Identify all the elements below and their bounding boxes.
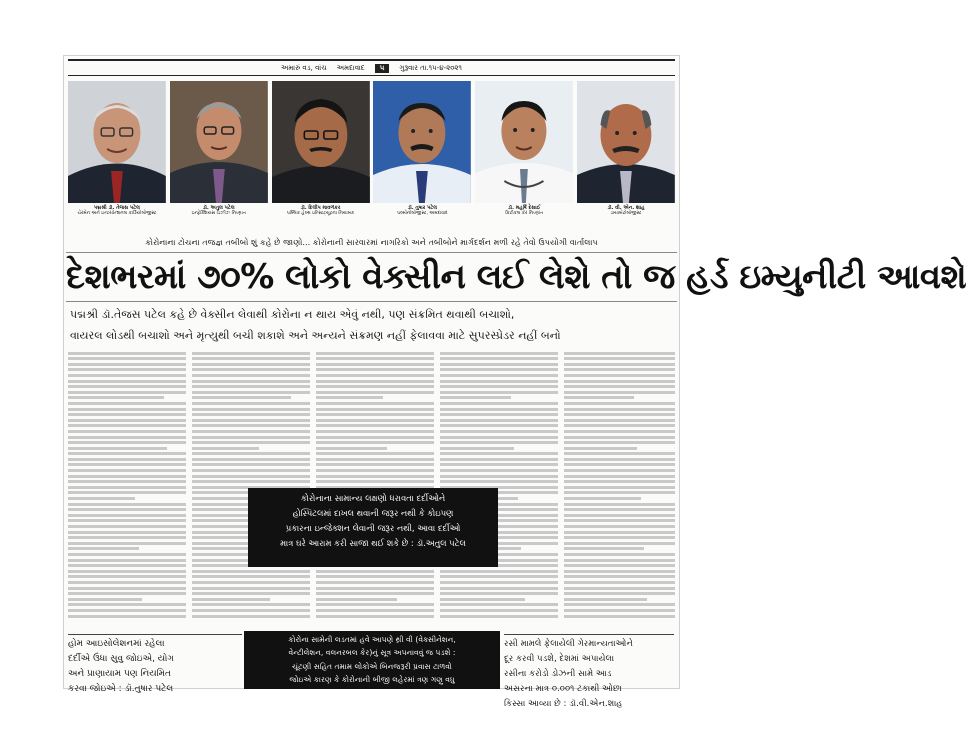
portrait-6 — [577, 81, 675, 233]
text-line — [440, 480, 558, 483]
text-line — [192, 363, 310, 366]
text-line — [564, 413, 675, 416]
text-line — [68, 514, 186, 517]
portrait-photo — [68, 81, 166, 203]
text-line — [564, 536, 675, 539]
text-line — [316, 419, 434, 422]
text-line — [564, 603, 675, 606]
text-line — [68, 385, 186, 388]
portrait-caption: ડૉ. મહર્ષિ દેસાઈ ક્રિટીકલ કેર નિષ્ણાંત — [505, 205, 544, 216]
text-line — [192, 419, 310, 422]
deck-line-1: પદ્મશ્રી ડૉ.તેજસ પટેલ કહે છે વેક્સીન લેવાથી કોરોના ન થાય એવું નથી, પણ સંક્રમિત થવાથી બચાશો, — [70, 308, 515, 321]
masthead — [68, 59, 675, 76]
text-line — [192, 424, 310, 427]
text-line — [564, 396, 634, 399]
text-line — [564, 363, 675, 366]
text-line — [316, 368, 434, 371]
text-line — [564, 553, 675, 556]
text-line — [192, 469, 310, 472]
portrait-5 — [475, 81, 573, 233]
text-line — [316, 424, 434, 427]
text-line — [564, 486, 675, 489]
text-line — [316, 374, 434, 377]
text-line — [316, 587, 434, 590]
text-line — [192, 475, 310, 478]
text-line — [316, 592, 434, 595]
text-line — [316, 615, 434, 618]
text-line — [68, 575, 186, 578]
text-line — [192, 368, 310, 371]
text-line — [192, 374, 310, 377]
text-line — [316, 452, 434, 455]
text-line — [564, 581, 675, 584]
text-line — [564, 385, 675, 388]
text-line — [564, 408, 675, 411]
text-line — [564, 374, 675, 377]
text-line — [564, 436, 675, 439]
text-line — [564, 475, 675, 478]
text-line — [564, 452, 675, 455]
text-line — [564, 469, 675, 472]
portrait-strip — [68, 81, 675, 233]
text-line — [68, 603, 186, 606]
text-line — [440, 419, 558, 422]
text-line — [440, 368, 558, 371]
text-line — [192, 380, 310, 383]
text-line — [440, 475, 558, 478]
text-line — [564, 575, 675, 578]
text-line — [68, 508, 186, 511]
text-line — [192, 357, 310, 360]
text-line — [440, 402, 558, 405]
text-line — [316, 570, 434, 573]
deck-line-2: વાયરલ લોડથી બચાશો અને મૃત્યુથી બચી શકાશે અને અન્યને સંક્રમણ નહીં ફેલાવવા માટે સુપરસ્પ્રેડર નહીં બનો — [70, 329, 561, 342]
text-line — [316, 363, 434, 366]
text-line — [316, 413, 434, 416]
text-line — [192, 441, 310, 444]
text-line — [564, 380, 675, 383]
text-line — [440, 598, 525, 601]
text-line — [68, 363, 186, 366]
text-line — [440, 430, 558, 433]
text-line — [68, 564, 186, 567]
text-line — [440, 436, 558, 439]
text-line — [564, 519, 675, 522]
text-line — [564, 424, 675, 427]
text-line — [316, 603, 434, 606]
text-line — [192, 385, 310, 388]
portrait-photo — [272, 81, 370, 203]
newspaper-page — [63, 55, 966, 709]
text-line — [440, 587, 558, 590]
text-line — [440, 380, 558, 383]
text-line — [68, 441, 186, 444]
portrait-caption: ડૉ. તુષાર પટેલ પલ્મોનોલોજીસ્ટ, અમદાવાદ — [397, 205, 448, 216]
text-line — [192, 436, 310, 439]
text-line — [68, 547, 139, 550]
text-line — [564, 508, 675, 511]
text-line — [440, 469, 558, 472]
text-line — [192, 402, 310, 405]
text-line — [68, 503, 186, 506]
deck — [70, 304, 673, 346]
text-line — [192, 587, 310, 590]
text-line — [564, 514, 675, 517]
text-line — [316, 581, 434, 584]
text-line — [316, 385, 434, 388]
text-line — [440, 615, 558, 618]
text-line — [440, 391, 558, 394]
text-line — [68, 408, 186, 411]
portrait-photo — [475, 81, 573, 203]
text-line — [564, 615, 675, 618]
text-line — [192, 408, 310, 411]
text-line — [192, 609, 310, 612]
text-line — [316, 391, 434, 394]
text-line — [68, 525, 186, 528]
text-line — [440, 413, 558, 416]
text-line — [68, 531, 186, 534]
text-line — [440, 452, 558, 455]
text-line — [316, 575, 434, 578]
masthead-left: અમારું વડ, વાંચ — [281, 63, 327, 72]
text-line — [68, 581, 186, 584]
text-line — [192, 575, 310, 578]
text-line — [316, 447, 387, 450]
portrait-photo — [577, 81, 675, 203]
text-line — [564, 447, 637, 450]
text-line — [564, 391, 675, 394]
article-column-5 — [564, 349, 675, 627]
text-line — [192, 452, 310, 455]
text-line — [440, 441, 558, 444]
portrait-3 — [272, 81, 370, 233]
text-line — [564, 531, 675, 534]
text-line — [192, 598, 270, 601]
text-line — [68, 368, 186, 371]
text-line — [192, 463, 310, 466]
text-line — [564, 570, 675, 573]
text-line — [192, 352, 310, 355]
text-line — [68, 380, 186, 383]
text-line — [316, 480, 434, 483]
text-line — [564, 503, 675, 506]
portrait-caption: ડૉ. અતુલ પટેલ ઇન્ફેક્શિયસ ડિઝીઝ નિષ્ણાત — [191, 205, 246, 216]
portrait-caption: ડૉ. દિલીપ માવળંકર પબ્લિક હેલ્થ ઇન્સ્ટિટ્યૂટના નિયામક — [286, 205, 355, 216]
text-line — [68, 598, 142, 601]
text-line — [68, 458, 186, 461]
text-line — [68, 542, 186, 545]
text-line — [68, 536, 186, 539]
text-line — [192, 570, 310, 573]
text-line — [68, 357, 186, 360]
text-line — [192, 447, 259, 450]
portrait-4 — [373, 81, 471, 233]
text-line — [564, 609, 675, 612]
text-line — [192, 592, 310, 595]
text-line — [564, 497, 641, 500]
pullquote-tushar-patel: હોમ આઇસોલેશનમાં રહેલા દર્દીએ ઉંધા સુવુ જોઇએ, યોગ અને પ્રાણાયામ પણ નિયમિત કરવા જોઇએ : ડૉ.તુષાર પટેલ — [68, 634, 242, 687]
text-line — [440, 575, 558, 578]
text-line — [68, 424, 186, 427]
text-line — [192, 603, 310, 606]
text-line — [316, 463, 434, 466]
article-column-1 — [68, 349, 186, 627]
text-line — [316, 441, 434, 444]
text-line — [564, 402, 675, 405]
pullquote-dilip-mavalankar: કોરોના સામેની લડતમાં હવે આપણે થ્રી વી (વેક્સીનેશન, વેન્ટીલેશન, વલનરબલ કેર)નું સૂત્ર અપનાવવું જ પડશે : ચૂંટણી સહિત તમામ લોકોએ બિનજરૂરી પ્રવાસ ટાળવો જોઇએ કારણ કે કોરોનાની બીજી લહેરમાં ત્રણ ગણુ વધુ ઝડપે સંક્રમણ ફેલાય રહ્યું છે : ડૉ.દિલીપ માવળંકર — [244, 631, 500, 689]
text-line — [440, 609, 558, 612]
text-line — [68, 374, 186, 377]
text-line — [68, 391, 186, 394]
text-line — [192, 615, 310, 618]
text-line — [68, 469, 186, 472]
text-line — [68, 570, 186, 573]
text-line — [440, 458, 558, 461]
text-line — [68, 553, 186, 556]
text-line — [440, 592, 558, 595]
text-line — [316, 408, 434, 411]
text-line — [68, 436, 186, 439]
text-line — [564, 458, 675, 461]
text-line — [68, 615, 186, 618]
text-line — [316, 357, 434, 360]
callout-box-atul-patel: કોરોનાના સામાન્ય લક્ષણો ધરાવતા દર્દીઓને હોસ્પિટલમાં દાખલ થવાની જરૂર નથી કે કોઇપણ પ્રકારના ઇન્જેક્શન લેવાની જરૂર નથી, આવા દર્દીઓ માત્ર ઘરે આરામ કરી સાજા થઈ શકે છે : ડૉ.અતુલ પટેલ — [248, 488, 498, 567]
text-line — [564, 430, 675, 433]
portrait-photo — [170, 81, 268, 203]
text-line — [564, 352, 675, 355]
text-line — [192, 391, 310, 394]
text-line — [316, 402, 434, 405]
text-line — [192, 430, 310, 433]
pullquote-vn-shah: રસી મામલે ફેલાયેલી ગેરમાન્યતાઓને દૂર કરવી પડશે, દેશમાં અપાયેલા રસીના કરોડો ડોઝની સામે આડ અસરના માત્ર ૦.૦૦૧ ટકાથી ઓછા કિસ્સા આવ્યા છે : ડૉ.વી.એન.શાહ — [504, 634, 674, 687]
kicker-line: કોરોનાના ટોચના તજજ્ઞ તબીબો શું કહે છે જાણો... કોરોનાની સારવારમાં નાગરિકો અને તબીબોને માર્ગદર્શન મળી રહે તેવો ઉપયોગી વાર્તાલાપ — [145, 237, 598, 247]
masthead-edition: અમદાવાદ — [336, 63, 365, 72]
text-line — [68, 419, 186, 422]
text-line — [192, 458, 310, 461]
portrait-2 — [170, 81, 268, 233]
text-line — [440, 352, 558, 355]
text-line — [440, 408, 558, 411]
text-line — [316, 609, 434, 612]
text-line — [68, 559, 186, 562]
headline: દેશભરમાં ૭૦% લોકો વેક્સીન લઈ લેશે તો જ હર્ડ ઇમ્યુનીટી આવશે — [66, 252, 677, 302]
text-line — [564, 542, 675, 545]
text-line — [192, 581, 310, 584]
text-line — [316, 430, 434, 433]
text-line — [68, 480, 186, 483]
text-line — [68, 447, 167, 450]
text-line — [316, 475, 434, 478]
text-line — [68, 486, 186, 489]
text-line — [68, 587, 186, 590]
text-line — [564, 592, 675, 595]
text-line — [440, 396, 511, 399]
text-line — [68, 475, 186, 478]
text-line — [68, 413, 186, 416]
text-line — [440, 463, 558, 466]
text-line — [316, 469, 434, 472]
text-line — [316, 352, 434, 355]
text-line — [68, 402, 186, 405]
text-line — [564, 419, 675, 422]
text-line — [68, 396, 164, 399]
text-line — [564, 357, 675, 360]
text-line — [564, 368, 675, 371]
text-line — [68, 609, 186, 612]
portrait-1 — [68, 81, 166, 233]
text-line — [192, 396, 291, 399]
text-line — [440, 374, 558, 377]
text-line — [564, 547, 644, 550]
text-line — [316, 458, 434, 461]
text-line — [316, 436, 434, 439]
text-line — [68, 592, 186, 595]
page-number: ૫ — [375, 64, 390, 73]
text-line — [440, 570, 558, 573]
portrait-caption: પદ્મશ્રી ડૉ. તેજસ પટેલ ચેરમેન અને ઇન્ટરવેન્શનલ કાર્ડિયોલોજીસ્ટ — [77, 205, 157, 216]
text-line — [564, 491, 675, 494]
text-line — [440, 447, 514, 450]
text-line — [564, 525, 675, 528]
text-line — [68, 491, 186, 494]
text-line — [68, 452, 186, 455]
text-line — [68, 497, 135, 500]
text-line — [564, 564, 675, 567]
text-line — [68, 519, 186, 522]
text-line — [316, 396, 383, 399]
text-line — [68, 352, 186, 355]
text-line — [440, 385, 558, 388]
text-line — [192, 480, 310, 483]
text-line — [440, 357, 558, 360]
masthead-date: ગુરૂવાર તા.૧૫-૪-૨૦૨૧ — [399, 63, 462, 72]
portrait-caption: ડૉ. વી. એન. શાહ ડાયાબેટોલોજીસ્ટ — [607, 205, 645, 216]
text-line — [440, 603, 558, 606]
text-line — [564, 598, 647, 601]
text-line — [564, 463, 675, 466]
text-line — [316, 598, 397, 601]
text-line — [564, 480, 675, 483]
text-line — [564, 441, 675, 444]
text-line — [564, 587, 675, 590]
text-line — [564, 559, 675, 562]
text-line — [440, 581, 558, 584]
text-line — [68, 463, 186, 466]
text-line — [192, 413, 310, 416]
text-line — [440, 424, 558, 427]
portrait-photo — [373, 81, 471, 203]
text-line — [316, 380, 434, 383]
text-line — [440, 363, 558, 366]
text-line — [68, 430, 186, 433]
